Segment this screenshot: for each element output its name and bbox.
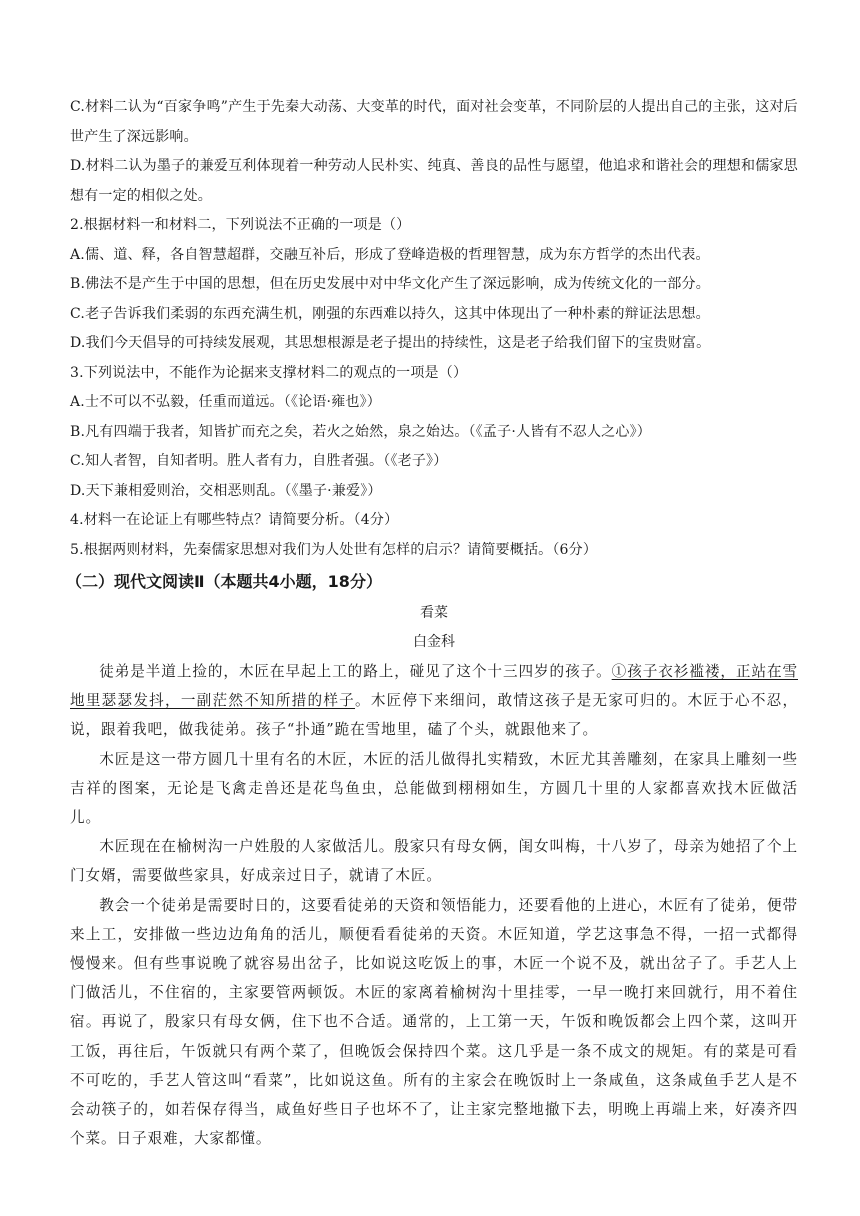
question-3-option-d: D.天下兼相爱则治，交相恶则乱。（《墨子·兼爱》） xyxy=(70,482,382,499)
question-4: 4.材料一在论证上有哪些特点？请简要分析。（4分） xyxy=(70,512,399,528)
question-2-option-b: B.佛法不是产生于中国的思想，但在历史发展中对中华文化产生了深远影响，成为传统文化的一部分。 xyxy=(70,276,710,292)
question-3-option-b: B.凡有四端于我者，知皆扩而充之矣，若火之始然，泉之始达。（《孟子·人皆有不忍人之心》） xyxy=(70,423,651,440)
question-2-option-a: A.儒、道、释，各自智慧超群，交融互补后，形成了登峰造极的哲理智慧，成为东方哲学的杰出代表。 xyxy=(70,246,710,263)
article-author: 白金科 xyxy=(413,634,455,650)
page-content xyxy=(66,93,799,1153)
paragraph-1-text: 徒弟是半道上捡的，木匠在早起上工的路上，碰见了这个十三四岁的孩子。 xyxy=(99,663,612,680)
article-paragraph-3: 木匠现在在榆树沟一户姓殷的人家做活儿。殷家只有母女俩，闺女叫梅，十八岁了，母亲为她招了个上门女婿，需要做些家具，好成亲过日子，就请了木匠。 xyxy=(70,838,798,885)
question-3-option-a: A.士不可以不弘毅，任重而道远。（《论语·雍也》） xyxy=(70,394,382,410)
underlined-sentence-1: ①孩子衣衫褴褛，正站在雪地里瑟瑟发抖，一副茫然不知所措的样子 xyxy=(70,663,798,710)
article-paragraph-2: 木匠是这一带方圆几十里有名的木匠，木匠的活儿做得扎实精致，木匠尤其善雕刻，在家具上雕刻一些吉祥的图案，无论是飞禽走兽还是花鸟鱼虫，总能做到栩栩如生，方圆几十里的人家都喜欢找木匠做活儿。 xyxy=(70,750,798,827)
option-d-q1: D.材料二认为墨子的兼爱互利体现着一种劳动人民朴实、纯真、善良的品性与愿望，他追求和谐社会的理想和儒家思想有一定的相似之处。 xyxy=(70,158,798,204)
question-2-stem: 2.根据材料一和材料二，下列说法不正确的一项是（） xyxy=(70,217,411,233)
section-heading: （二）现代文阅读Ⅱ（本题共4小题，18分） xyxy=(66,572,382,591)
question-2-option-d: D.我们今天倡导的可持续发展观，其思想根源是老子提出的持续性，这是老子给我们留下的宝贵财富。 xyxy=(70,335,711,351)
question-5: 5.根据两则材料，先秦儒家思想对我们为人处世有怎样的启示？请简要概括。（6分） xyxy=(70,541,598,558)
question-3-stem: 3.下列说法中，不能作为论据来支撑材料二的观点的一项是（） xyxy=(70,364,468,381)
article-title: 看菜 xyxy=(420,605,448,621)
article-paragraph-1 xyxy=(70,657,798,745)
paragraph-1-text-continued: 。木匠停下来细问，敢情这孩子是无家可归的。木匠于心不忍，说，跟着我吧，做我徒弟。孩子“扑通”跪在雪地里，磕了个头，就跟他来了。 xyxy=(70,692,799,739)
question-3-option-c: C.知人者智，自知者明。胜人者有力，自胜者强。（《老子》） xyxy=(70,453,448,469)
question-2-option-c: C.老子告诉我们柔弱的东西充满生机，刚强的东西难以持久，这其中体现出了一种朴素的辩证法思想。 xyxy=(70,305,710,322)
option-c-q1: C.材料二认为“百家争鸣”产生于先秦大动荡、大变革的时代，面对社会变革，不同阶层的人提出自己的主张，这对后世产生了深远影响。 xyxy=(70,99,798,145)
article-paragraph-4: 教会一个徒弟是需要时日的，这要看徒弟的天资和领悟能力，还要看他的上进心，木匠有了徒弟，便带来上工，安排做一些边边角角的活儿，顺便看看徒弟的天资。木匠知道，学艺这事急不得，一招一式都得慢慢来。但有些事说晚了就容易出岔子，比如说这吃饭上的事，木匠一个说不及，就出岔子了。手艺人上门做活儿，不住宿的，主家要管两顿饭。木匠的家离着榆树沟十里挂零，一早一晚打来回就行，用不着住宿。再说了，殷家只有母女俩，住下也不合适。通常的，上工第一天，午饭和晚饭都会上四个菜，这叫开工饭，再往后，午饭就只有两个菜了，但晚饭会保持四个菜。这几乎是一条不成文的规矩。有的菜是可看不可吃的，手艺人管这叫“看菜”，比如说这鱼。所有的主家会在晚饭时上一条咸鱼，这条咸鱼手艺人是不会动筷子的，如若保存得当，咸鱼好些日子也坏不了，让主家完整地撤下去，明晚上再端上来，好凑齐四个菜。日子艰难，大家都懂。 xyxy=(70,896,798,1148)
